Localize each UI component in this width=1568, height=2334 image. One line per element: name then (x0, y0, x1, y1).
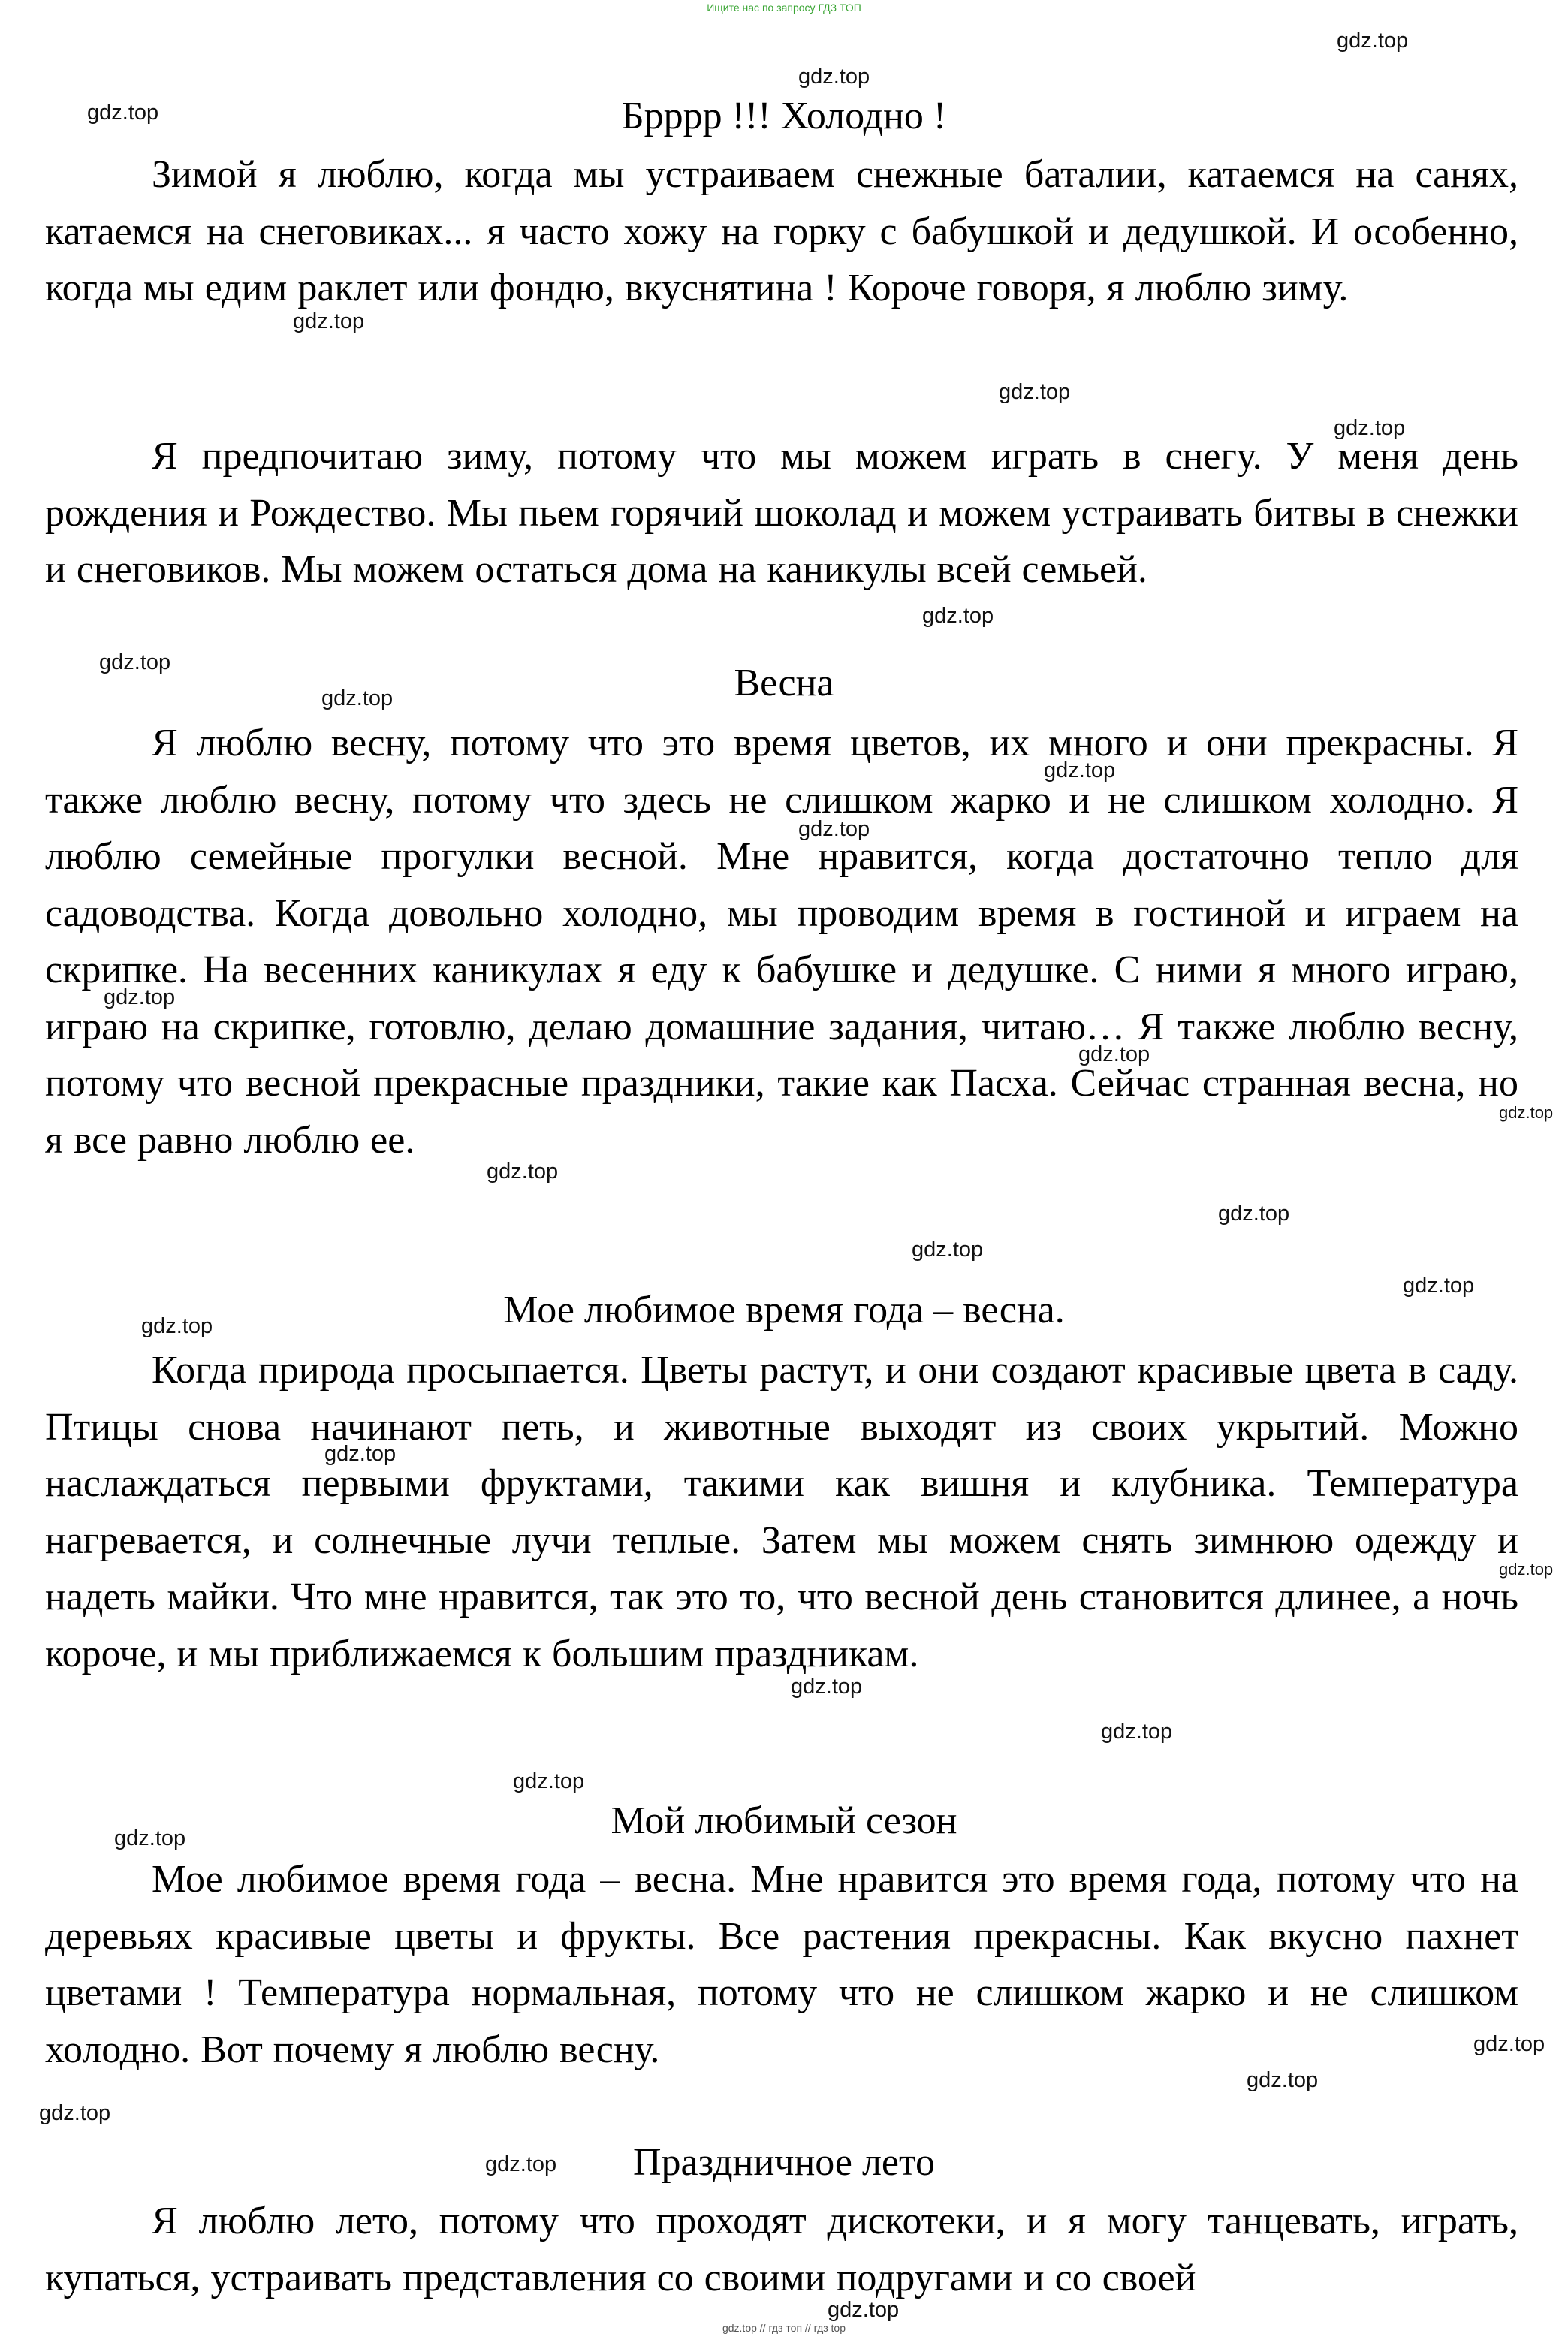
watermark-text: gdz.top (513, 1769, 585, 1793)
watermark-text: gdz.top (87, 101, 159, 125)
paragraph-winter-1: Зимой я люблю, когда мы устраиваем снежные баталии, катаемся на санях, катаемся на снеговиках... я часто хожу на горку с бабушкой и дедушкой. И особенно, когда мы едим раклет или фондю, вкуснятина ! Короче говоря, я люблю зиму. (45, 153, 1518, 309)
watermark-text: gdz.top (912, 1238, 984, 1262)
watermark-text: gdz.top (324, 1442, 397, 1466)
footer-banner: gdz.top // гдз топ // гдз top (722, 2322, 846, 2334)
watermark-text: gdz.top (798, 65, 870, 89)
watermark-text: gdz.top (1499, 1560, 1554, 1579)
watermark-text: gdz.top (141, 1314, 213, 1338)
watermark-text: gdz.top (1334, 416, 1406, 440)
paragraph-festive-summer: Я люблю лето, потому что проходят дискотеки, и я могу танцевать, играть, купаться, устраивать представления со своими подругами и со своей (45, 2200, 1518, 2299)
watermark-text: gdz.top (321, 686, 394, 710)
watermark-text: gdz.top (1403, 1274, 1475, 1298)
watermark-text: gdz.top (1247, 2068, 1319, 2092)
watermark-text: gdz.top (104, 985, 176, 1009)
watermark-text: gdz.top (798, 817, 870, 841)
watermark-text: gdz.top (999, 380, 1071, 404)
watermark-text: gdz.top (1218, 1202, 1290, 1226)
watermark-text: gdz.top (485, 2152, 557, 2176)
paragraph-my-favorite-season: Мое любимое время года – весна. Мне нравится это время года, потому что на деревьях красивые цветы и фрукты. Все растения прекрасны. Как вкусно пахнет цветами ! Температура нормальная, потому что не слишком жарко и не слишком холодно. Вот почему я люблю весну. (45, 1858, 1518, 2071)
watermark-text: gdz.top (1337, 29, 1409, 53)
paragraph-spring-1: Я люблю весну, потому что это время цветов, их много и они прекрасны. Я также люблю весну, потому что здесь не слишком жарко и не слишком холодно. Я люблю семейные прогулки весной. Мне нравится, когда достаточно тепло для садоводства. Когда довольно холодно, мы проводим время в гостиной и играем на скрипке. На весенних каникулах я еду к бабушке и дедушке. С ними я много играю, играю на скрипке, готовлю, делаю домашние задания, читаю… Я также люблю весну, потому что весной прекрасные праздники, такие как Пасха. Сейчас странная весна, но я все равно люблю ее. (45, 722, 1518, 1162)
watermark-text: gdz.top (1078, 1042, 1150, 1066)
paragraph-favorite-spring: Когда природа просыпается. Цветы растут, и они создают красивые цвета в саду. Птицы снова начинают петь, и животные выходят из своих укрытий. Можно наслаждаться первыми фруктами, такими как вишня и клубника. Температура нагревается, и солнечные лучи теплые. Затем мы можем снять зимнюю одежду и надеть майки. Что мне нравится, так это то, что весной день становится длинее, а ночь короче, и мы приближаемся к большим праздникам. (45, 1349, 1518, 1675)
section-title-spring: Весна (734, 662, 834, 704)
section-title-festive-summer: Праздничное лето (632, 2141, 936, 2184)
section-title-my-favorite-season: Мой любимый сезон (611, 1799, 957, 1842)
watermark-text: gdz.top (293, 309, 365, 333)
watermark-text: gdz.top (487, 1159, 559, 1184)
watermark-text: gdz.top (1101, 1720, 1173, 1744)
watermark-text: gdz.top (114, 1826, 186, 1850)
watermark-text: gdz.top (922, 604, 994, 628)
watermark-text: gdz.top (39, 2101, 111, 2125)
paragraph-winter-2: Я предпочитаю зиму, потому что мы можем играть в снегу. У меня день рождения и Рождество. Мы пьем горячий шоколад и можем устраивать битвы в снежки и снеговиков. Мы можем остаться дома на каникулы всей семьей. (45, 435, 1518, 591)
watermark-text: gdz.top (828, 2298, 900, 2322)
watermark-text: gdz.top (1499, 1103, 1554, 1122)
watermark-text: gdz.top (1044, 758, 1116, 783)
watermark-text: gdz.top (1473, 2032, 1545, 2056)
top-banner: Ищите нас по запросу ГДЗ ТОП (707, 2, 861, 14)
watermark-text: gdz.top (99, 650, 171, 674)
section-title-favorite-season-spring: Мое любимое время года – весна. (503, 1289, 1065, 1331)
watermark-text: gdz.top (791, 1675, 863, 1699)
section-title-winter: Брррр !!! Холодно ! (621, 95, 947, 137)
